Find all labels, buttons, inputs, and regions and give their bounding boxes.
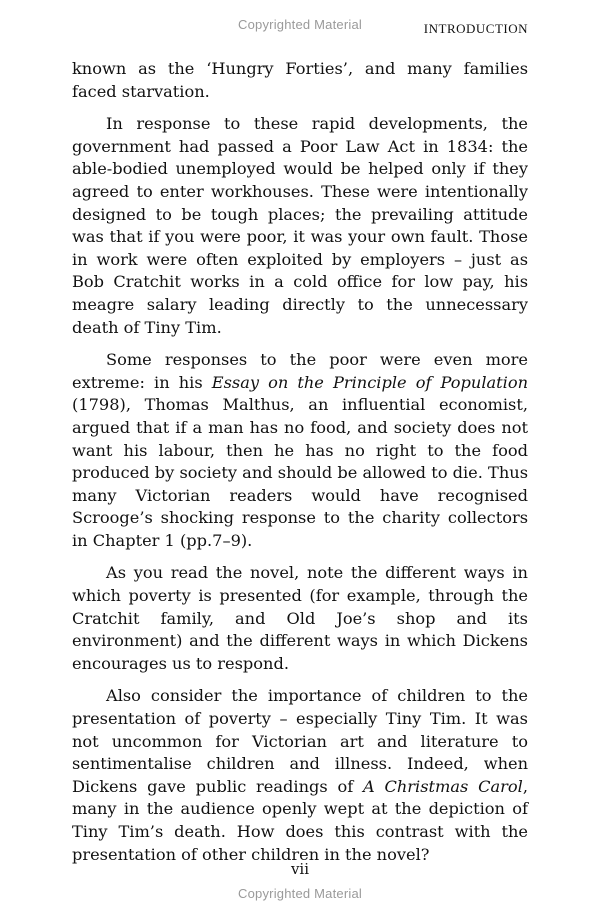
paragraph-5-text-c: , many in the audience openly wept at the depiction of Tiny Tim’s death. How does this contrast with the presentation of other children in the novel? (72, 776, 528, 864)
paragraph-2: In response to these rapid developments, the government had passed a Poor Law Act in 1834: the able-bodied unemployed would be helped only if they agreed to enter workhouses. These were intentionally designed to be tough places; the prevailing attitude was that if you were poor, it was your own fault. Those in work were often exploited by employers – just as Bob Cratchit works in a cold office for low pay, his meagre salary leading directly to the unnecessary death of Tiny Tim. (72, 114, 528, 337)
book-title-christmas-carol: A Christmas Carol (363, 776, 523, 796)
paragraph-3-text-c: (1798), Thomas Malthus, an influential economist, argued that if a man has no food, and society does not want his labour, then he has no right to the food produced by society and should be allowed to die. Thus many Victorian readers would have recognised Scrooge’s shocking response to the charity collectors in Chapter 1 (pp.7–9). (72, 395, 528, 550)
book-title-malthus-essay: Essay on the Principle of Population (211, 372, 528, 392)
paragraph-3-text-a: Some responses to the poor were even more extreme: in his (72, 350, 528, 392)
paragraph-5-text-a: Also consider the importance of children to the presentation of poverty – especially Tiny Tim. It was not uncommon for Victorian art and literature to sentimentalise children and illness. Indeed, when Dickens gave public readings of (72, 686, 528, 796)
page-number: vii (290, 860, 310, 878)
paragraph-5 (72, 685, 528, 866)
copyright-watermark-bottom: Copyrighted Material (238, 886, 362, 901)
paragraph-1: known as the ‘Hungry Forties’, and many families faced starvation. (72, 59, 528, 101)
copyright-watermark-top: Copyrighted Material (238, 17, 362, 32)
paragraph-4: As you read the novel, note the different ways in which poverty is presented (for example, through the Cratchit family, and Old Joe’s shop and its environment) and the different ways in which Dickens encourages us to respond. (72, 563, 528, 673)
paragraph-3 (72, 349, 528, 552)
body-text (72, 58, 528, 876)
running-head: INTRODUCTION (423, 21, 528, 36)
